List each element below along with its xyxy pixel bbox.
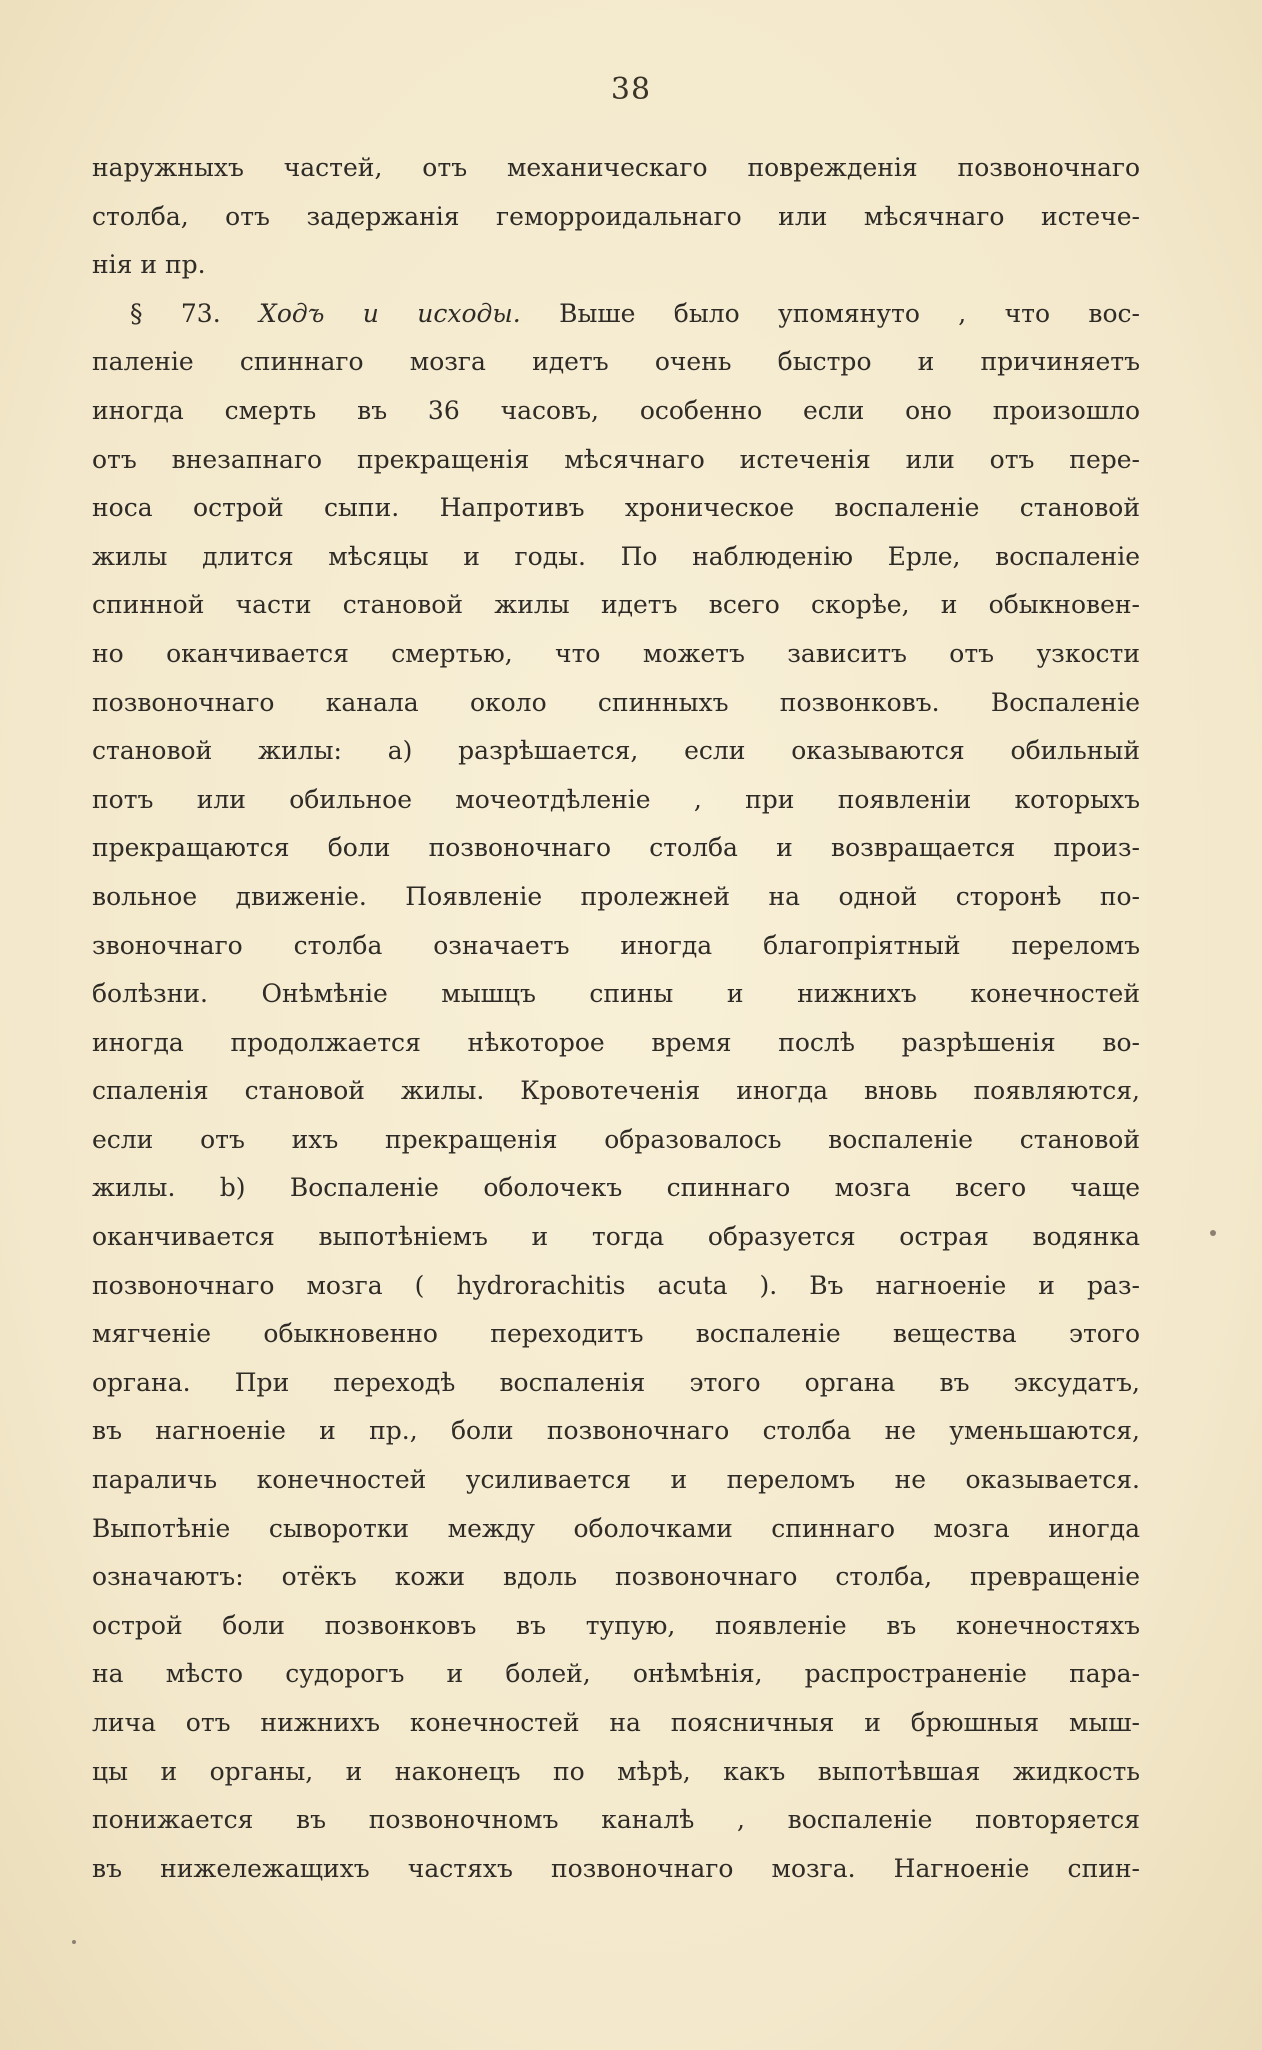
text-line: иногда продолжается нѣкоторое время послѣ разрѣшенія во- — [92, 1027, 1140, 1057]
text-line: столба, отъ задержанія геморроидальнаго или мѣсячнаго истече- — [92, 201, 1140, 231]
text-line: позвоночнаго мозга ( hydrorachitis acuta ). Въ нагноеніе и раз- — [92, 1270, 1140, 1300]
text-line: потъ или обильное мочеотдѣленіе , при появленіи которыхъ — [92, 784, 1140, 814]
text-line: становой жилы: а) разрѣшается, если оказываются обильный — [92, 736, 1140, 766]
text-line: въ нижележащихъ частяхъ позвоночнаго мозга. Нагноеніе спин- — [92, 1853, 1140, 1883]
text-line: жилы длится мѣсяцы и годы. По наблюденію Ерле, воспаленіе — [92, 541, 1140, 571]
ink-spot — [1210, 1230, 1216, 1236]
text-line: оканчивается выпотѣніемъ и тогда образуется острая водянка — [92, 1222, 1140, 1252]
text-line: но оканчивается смертью, что можетъ зависитъ отъ узкости — [92, 638, 1140, 668]
text-line: позвоночнаго канала около спинныхъ позвонковъ. Воспаленіе — [92, 687, 1140, 717]
text-line: въ нагноеніе и пр., боли позвоночнаго столба не уменьшаются, — [92, 1416, 1140, 1446]
text-line: цы и органы, и наконецъ по мѣрѣ, какъ выпотѣвшая жидкость — [92, 1756, 1140, 1786]
text-line: параличь конечностей усиливается и переломъ не оказывается. — [92, 1465, 1140, 1495]
section-text: Выше было упомянуто , что вос- — [559, 298, 1140, 328]
page-number: 38 — [610, 72, 652, 107]
text-line: вольное движеніе. Появленіе пролежней на одной сторонѣ по- — [92, 881, 1140, 911]
text-line: на мѣсто судорогъ и болей, онѣмѣнія, распространеніе пара- — [92, 1659, 1140, 1689]
text-line: болѣзни. Онѣмѣніе мышцъ спины и нижнихъ конечностей — [92, 979, 1140, 1009]
text-line: жилы. b) Воспаленіе оболочекъ спиннаго мозга всего чаще — [92, 1173, 1140, 1203]
text-line: отъ внезапнаго прекращенія мѣсячнаго истеченія или отъ пере- — [92, 444, 1140, 474]
text-line: лича отъ нижнихъ конечностей на поясничныя и брюшныя мыш- — [92, 1708, 1140, 1737]
text-line: звоночнаго столба означаетъ иногда благопріятный переломъ — [92, 930, 1140, 960]
text-line: нія и пр. — [92, 250, 206, 280]
text-line: наружныхъ частей, отъ механическаго поврежденія позвоночнаго — [92, 153, 1140, 182]
text-line: спаленія становой жилы. Кровотеченія иногда вновь появляются, — [92, 1076, 1140, 1106]
text-line: прекращаются боли позвоночнаго столба и возвращается произ- — [92, 833, 1140, 863]
text-line: понижается въ позвоночномъ каналѣ , воспаленіе повторяется — [92, 1805, 1140, 1835]
text-line: иногда смерть въ 36 часовъ, особенно если оно произошло — [92, 395, 1140, 425]
text-line: острой боли позвонковъ въ тупую, появленіе въ конечностяхъ — [92, 1610, 1140, 1640]
text-line: органа. При переходѣ воспаленія этого органа въ эксудатъ, — [92, 1367, 1140, 1397]
text-line: если отъ ихъ прекращенія образовалось воспаленіе становой — [92, 1124, 1140, 1154]
text-line: паленіе спиннаго мозга идетъ очень быстро и причиняетъ — [92, 347, 1140, 377]
body-text — [92, 144, 1140, 1893]
text-line: означаютъ: отёкъ кожи вдоль позвоночнаго столба, превращеніе — [92, 1562, 1140, 1592]
text-line: спинной части становой жилы идетъ всего скорѣе, и обыкновен- — [92, 590, 1140, 620]
ink-spot — [72, 1940, 76, 1944]
text-line — [92, 290, 1140, 339]
text-line: мягченіе обыкновенно переходитъ воспаленіе вещества этого — [92, 1319, 1140, 1349]
section-number: § 73. — [130, 298, 221, 328]
text-line: Выпотѣніе сыворотки между оболочками спиннаго мозга иногда — [92, 1513, 1140, 1543]
text-line: носа острой сыпи. Напротивъ хроническое воспаленіе становой — [92, 493, 1140, 523]
section-heading: Ходъ и исходы. — [259, 298, 521, 328]
